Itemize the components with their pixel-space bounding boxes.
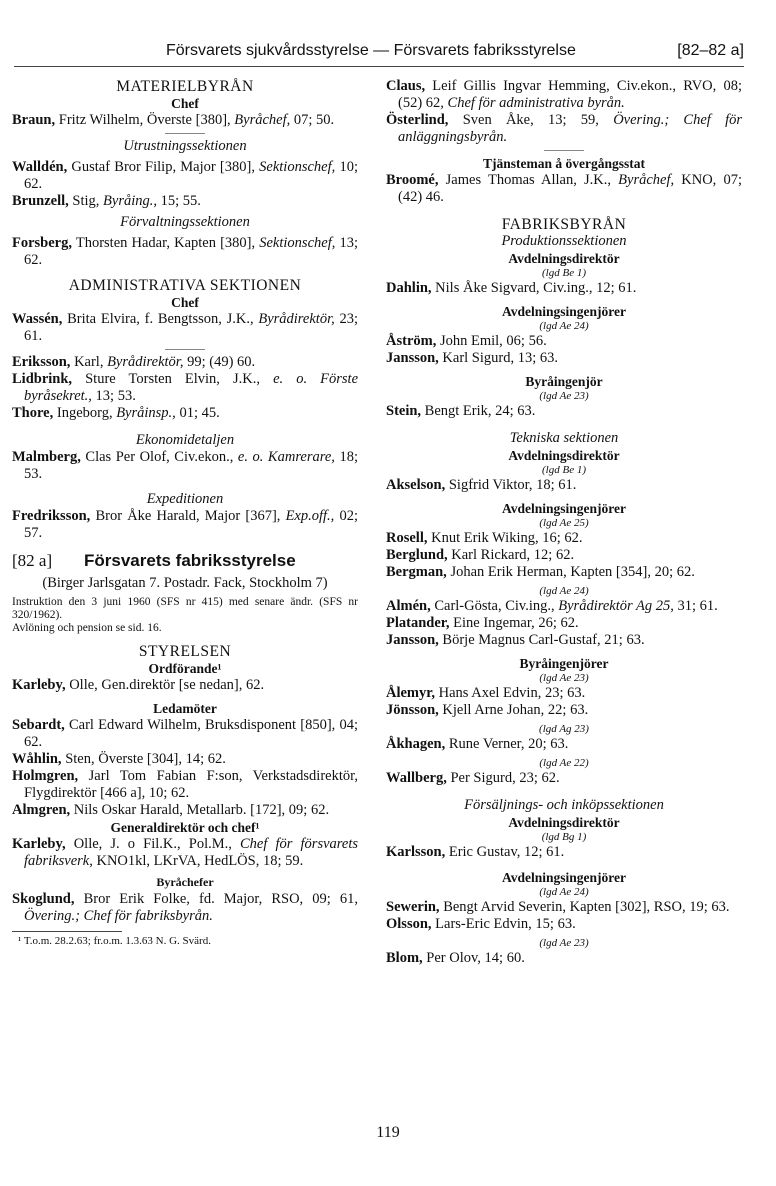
person-entry: Broomé, James Thomas Allan, J.K., Byråchef, KNO, 07; (42) 46. [386,172,742,205]
running-header [14,40,744,67]
role-heading: Avdelningsingenjörer [501,304,626,319]
grade-label: (lgd Ag 23) [539,723,589,735]
right-column [386,78,742,967]
role-heading: Avdelningsdirektör [508,815,620,830]
person-entry: Fredriksson, Bror Åke Harald, Major [367], Exp.off., 02; 57. [12,508,359,541]
person-entry: Akselson, Sigfrid Viktor, 18; 61. [386,477,577,493]
role-heading: Byråingenjör [525,374,603,389]
section-heading: STYRELSEN [138,643,232,660]
role-heading: Avdelningsdirektör [508,448,620,463]
role-heading: Avdelningsingenjörer [501,501,626,516]
person-entry: Almén, Carl-Gösta, Civ.ing., Byrådirektör Ag 25, 31; 61. [386,598,718,614]
person-entry: Karleby, Olle, J. o Fil.K., Pol.M., Chef för försvarets fabriksverk, KNO1kl, LKrVA, HedLÖS, 18; 59. [12,836,358,869]
role-heading: Generaldirektör och chef¹ [110,820,260,835]
person-entry: Bergman, Johan Erik Herman, Kapten [354], 20; 62. [386,564,695,580]
chapter-code: [82 a] [12,551,53,570]
running-header-title: Försvarets sjukvårdsstyrelse — Försvarets fabriksstyrelse [166,42,576,59]
grade-label: (lgd Be 1) [542,464,586,476]
person-entry: Lidbrink, Sture Torsten Elvin, J.K., e. o. Förste byråsekret., 13; 53. [12,371,358,404]
subsection-heading: Produktionssektionen [501,233,627,249]
person-entry: Olsson, Lars-Eric Edvin, 15; 63. [386,916,576,932]
person-entry: Jansson, Börje Magnus Carl-Gustaf, 21; 63. [386,632,645,648]
person-entry: Malmberg, Clas Per Olof, Civ.ekon., e. o. Kamrerare, 18; 53. [12,449,358,482]
subsection-heading: Ekonomidetaljen [135,432,235,448]
person-entry: Wåhlin, Sten, Överste [304], 14; 62. [12,751,226,767]
person-entry: Thore, Ingeborg, Byråinsp., 01; 45. [12,405,220,421]
footnote-rule [12,931,122,932]
section-heading: MATERIELBYRÅN [116,78,254,95]
separator [165,133,205,134]
role-heading: Ledamöter [153,701,217,716]
role-heading: Tjänsteman å övergångsstat [483,156,645,171]
subsection-heading: Utrustningssektionen [123,138,247,154]
role-heading: Avdelningsingenjörer [501,870,626,885]
person-entry: Almgren, Nils Oskar Harald, Metallarb. [172], 09; 62. [12,802,330,818]
person-entry: Rosell, Knut Erik Wiking, 16; 62. [386,530,583,546]
person-entry: Brunzell, Stig, Byråing., 15; 55. [12,193,201,209]
person-entry: Sewerin, Bengt Arvid Severin, Kapten [302], RSO, 19; 63. [386,899,730,915]
person-entry: Braun, Fritz Wilhelm, Överste [380], Byråchef, 07; 50. [12,112,335,128]
address: (Birger Jarlsgatan 7. Postadr. Fack, Stockholm 7) [42,575,328,591]
person-entry: Wallberg, Per Sigurd, 23; 62. [386,770,560,786]
person-entry: Berglund, Karl Rickard, 12; 62. [386,547,575,563]
subsection-heading: Expeditionen [146,491,224,507]
person-entry: Skoglund, Bror Erik Folke, fd. Major, RSO, 09; 61, Övering.; Chef för fabriksbyrån. [12,891,358,924]
grade-label: (lgd Ae 25) [539,517,589,529]
grade-label: (lgd Ae 23) [539,390,589,402]
chapter-heading [12,552,358,569]
grade-label: (lgd Bg 1) [541,831,587,843]
role-heading: Byråingenjörer [519,656,609,671]
person-entry: Åkhagen, Rune Verner, 20; 63. [386,736,569,752]
grade-label: (lgd Ae 22) [539,757,589,769]
footnote: ¹ T.o.m. 28.2.63; fr.o.m. 1.3.63 N. G. Svärd. [18,935,211,947]
person-entry: Åström, John Emil, 06; 56. [386,333,547,349]
grade-label: (lgd Ae 24) [539,585,589,597]
instruction-note: Instruktion den 3 juni 1960 (SFS nr 415) med senare ändr. (SFS nr 320/1962). [12,596,358,621]
salary-note: Avlöning och pension se sid. 16. [12,622,162,634]
person-entry: Stein, Bengt Erik, 24; 63. [386,403,536,419]
person-entry: Platander, Eine Ingemar, 26; 62. [386,615,579,631]
role-heading: Avdelningsdirektör [508,251,620,266]
role-heading: Byråchefer [156,875,214,889]
person-entry: Walldén, Gustaf Bror Filip, Major [380], Sektionschef, 10; 62. [12,159,358,192]
person-entry: Holmgren, Jarl Tom Fabian F:son, Verkstadsdirektör, Flygdirektör [466 a], 10; 62. [12,768,358,801]
left-column [12,78,358,948]
role-heading: Chef [171,295,199,310]
section-heading: ADMINISTRATIVA SEKTIONEN [68,277,302,294]
running-header-code: [82–82 a] [677,42,744,59]
grade-label: (lgd Be 1) [542,267,586,279]
person-entry: Claus, Leif Gillis Ingvar Hemming, Civ.ekon., RVO, 08; (52) 62, Chef för administrativa byrån. [386,78,742,111]
grade-label: (lgd Ae 23) [539,672,589,684]
subsection-heading: Tekniska sektionen [509,430,619,446]
chapter-title: Försvarets fabriksstyrelse [84,551,296,570]
person-entry: Jönsson, Kjell Arne Johan, 22; 63. [386,702,589,718]
separator [544,150,584,151]
subsection-heading: Försäljnings- och inköpssektionen [464,797,664,813]
grade-label: (lgd Ae 24) [539,886,589,898]
person-entry: Forsberg, Thorsten Hadar, Kapten [380], Sektionschef, 13; 62. [12,235,359,268]
separator [165,349,205,350]
grade-label: (lgd Ae 24) [539,320,589,332]
role-heading: Ordförande¹ [148,661,222,676]
grade-label: (lgd Ae 23) [539,937,589,949]
section-heading: FABRIKSBYRÅN [501,216,627,233]
person-entry: Jansson, Karl Sigurd, 13; 63. [386,350,559,366]
person-entry: Sebardt, Carl Edward Wilhelm, Bruksdisponent [850], 04; 62. [12,717,358,750]
person-entry: Karleby, Olle, Gen.direktör [se nedan], 62. [12,677,265,693]
person-entry: Dahlin, Nils Åke Sigvard, Civ.ing., 12; 61. [386,280,637,296]
person-entry: Eriksson, Karl, Byrådirektör, 99; (49) 60. [12,354,256,370]
person-entry: Karlsson, Eric Gustav, 12; 61. [386,844,565,860]
person-entry: Blom, Per Olov, 14; 60. [386,950,525,966]
person-entry: Wassén, Brita Elvira, f. Bengtsson, J.K., Byrådirektör, 23; 61. [12,311,358,344]
subsection-heading: Förvaltningssektionen [120,214,250,230]
person-entry: Ålemyr, Hans Axel Edvin, 23; 63. [386,685,586,701]
page-number: 119 [376,1124,400,1141]
role-heading: Chef [171,96,199,111]
person-entry: Österlind, Sven Åke, 13; 59, Övering.; Chef för anläggningsbyrån. [386,112,743,145]
